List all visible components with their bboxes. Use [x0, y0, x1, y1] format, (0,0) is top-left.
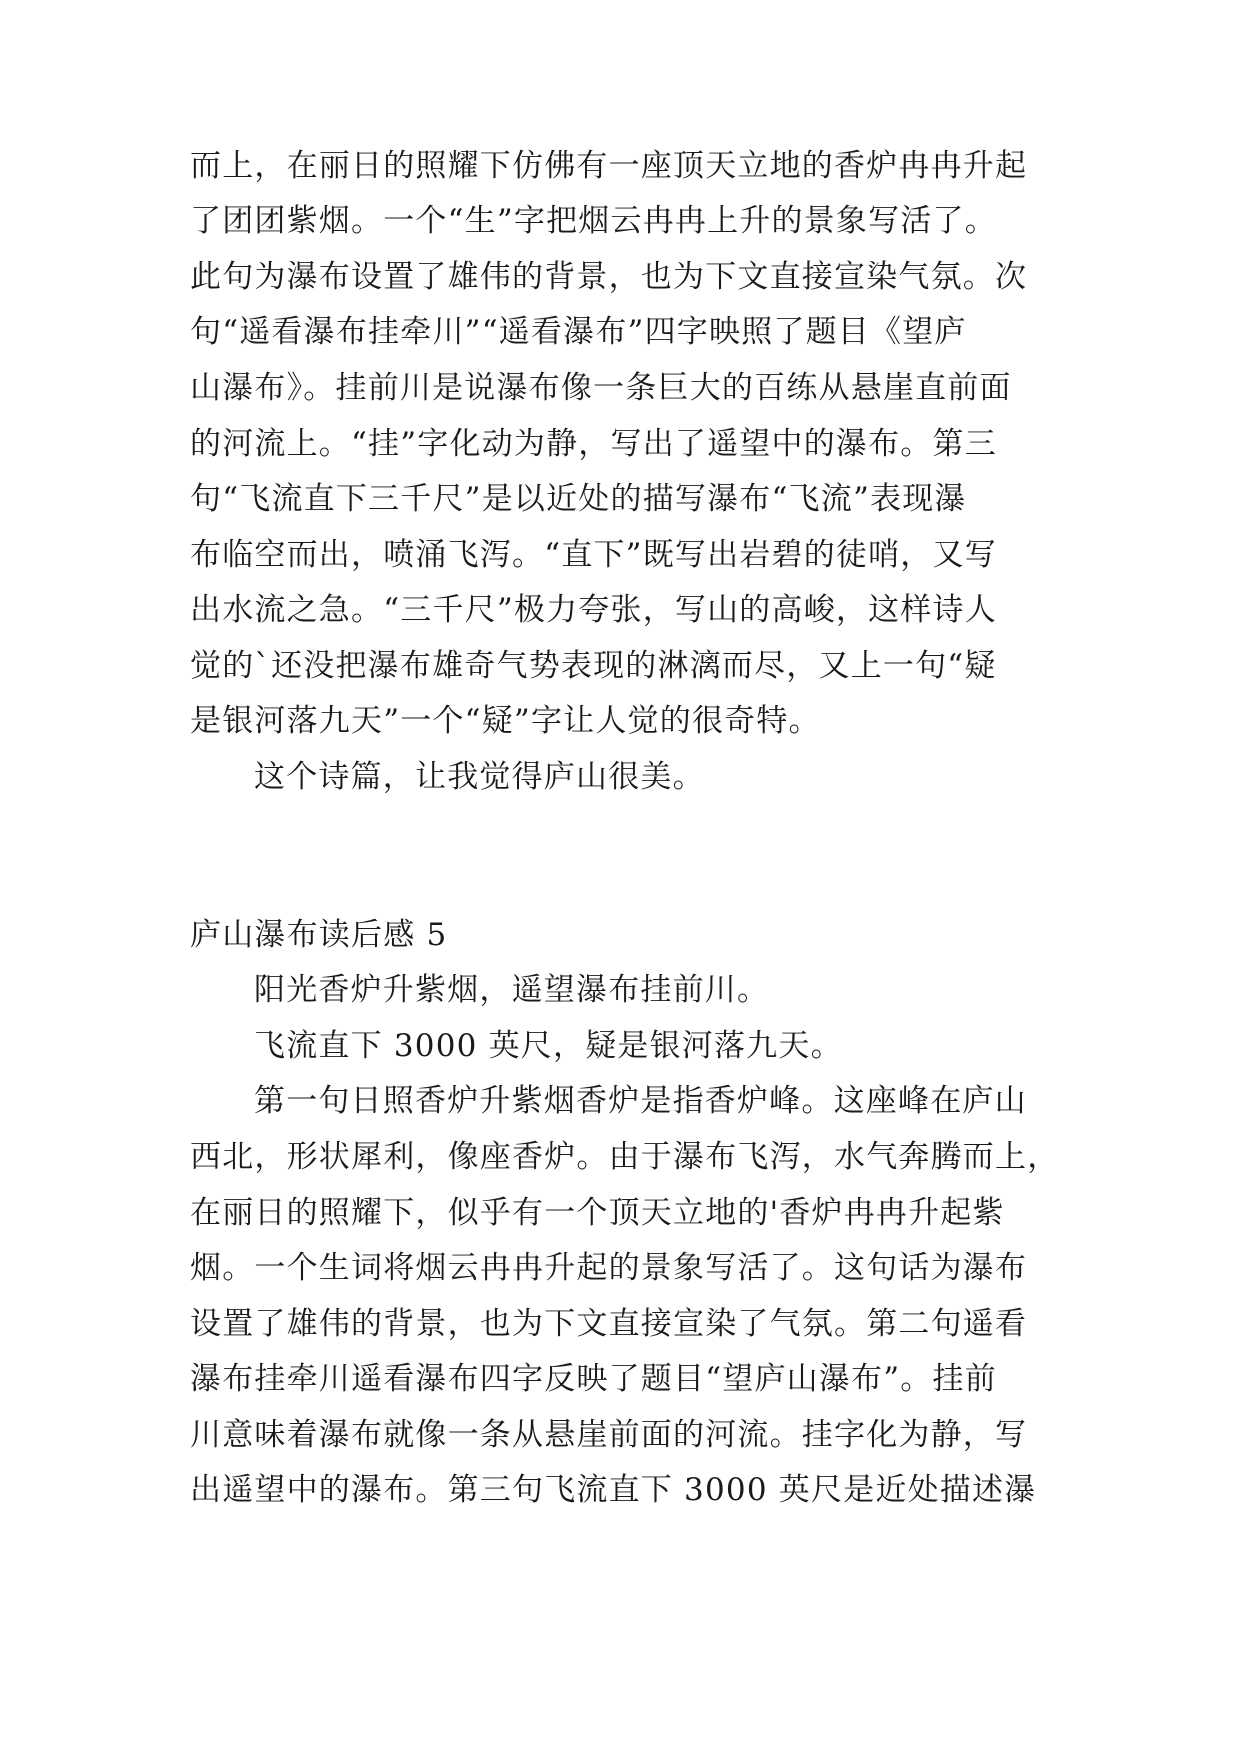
text-line: 布临空而出，喷涌飞泻。“直下”既写出岩碧的徒哨，又写	[190, 537, 997, 573]
paragraph-line: 这个诗篇，让我觉得庐山很美。	[254, 759, 705, 795]
text-line: 川意味着瀑布就像一条从悬崖前面的河流。挂字化为静，写	[190, 1417, 1028, 1453]
text-line: 是银河落九天”一个“疑”字让人觉的很奇特。	[190, 703, 821, 739]
text-line: 西北，形状犀利，像座香炉。由于瀑布飞泻，水气奔腾而上，	[190, 1139, 1060, 1175]
text-line: 此句为瀑布设置了雄伟的背景，也为下文直接宣染气氛。次	[190, 259, 1028, 295]
paragraph-line: 第一句日照香炉升紫烟香炉是指香炉峰。这座峰在庐山	[254, 1083, 1027, 1119]
text-line: 设置了雄伟的背景，也为下文直接宣染了气氛。第二句遥看	[190, 1306, 1028, 1342]
text-line: 句“飞流直下三千尺”是以近处的描写瀑布“飞流”表现瀑	[190, 481, 967, 517]
text-line: 山瀑布》。挂前川是说瀑布像一条巨大的百练从悬崖直前面	[190, 370, 1012, 406]
text-line: 烟。一个生词将烟云冉冉升起的景象写活了。这句话为瀑布	[190, 1250, 1028, 1286]
text-line: 的河流上。“挂”字化动为静，写出了遥望中的瀑布。第三	[190, 426, 997, 462]
text-line: 了团团紫烟。一个“生”字把烟云冉冉上升的景象写活了。	[190, 203, 997, 239]
text-line: 句“遥看瀑布挂牵川”“遥看瀑布”四字映照了题目《望庐	[190, 314, 967, 350]
text-line: 出遥望中的瀑布。第三句飞流直下 3000 英尺是近处描述瀑	[190, 1472, 1037, 1508]
poem-line: 阳光香炉升紫烟，遥望瀑布挂前川。	[254, 972, 770, 1008]
poem-line: 飞流直下 3000 英尺，疑是银河落九天。	[254, 1028, 843, 1064]
text-line: 在丽日的照耀下，似乎有一个顶天立地的'香炉冉冉升起紫	[190, 1195, 1005, 1231]
text-line: 瀑布挂牵川遥看瀑布四字反映了题目“望庐山瀑布”。挂前	[190, 1361, 997, 1397]
text-line: 而上，在丽日的照耀下仿佛有一座顶天立地的香炉冉冉升起	[190, 148, 1028, 184]
text-line: 觉的`还没把瀑布雄奇气势表现的淋漓而尽，又上一句“疑	[190, 648, 997, 684]
section-heading: 庐山瀑布读后感 5	[190, 917, 448, 953]
text-line: 出水流之急。“三千尺”极力夸张，写山的高峻，这样诗人	[190, 592, 997, 628]
